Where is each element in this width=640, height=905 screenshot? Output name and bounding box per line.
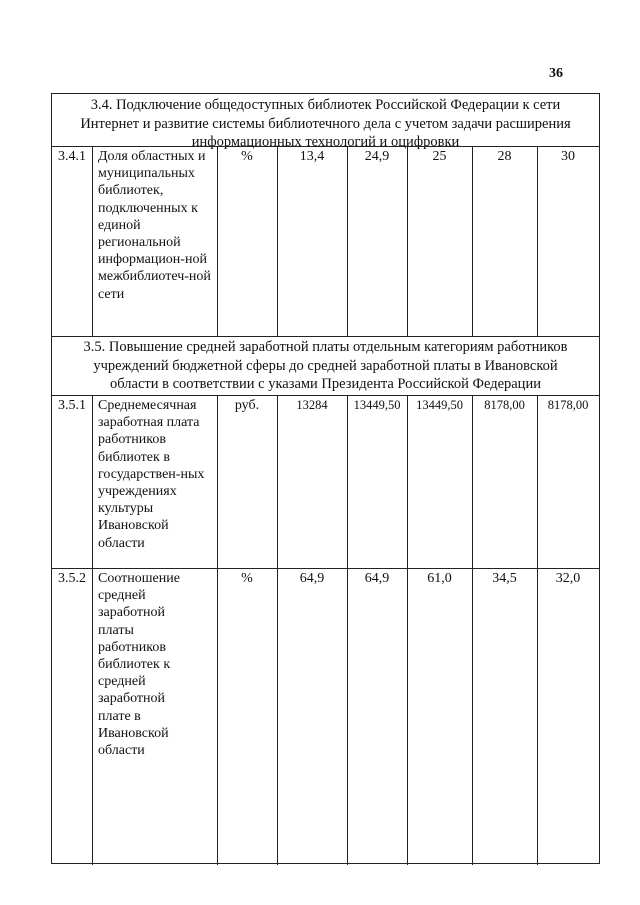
- row-value-3-5-2-4: 34,5: [492, 571, 517, 586]
- row-unit-3-5-1: руб.: [234, 398, 260, 413]
- section-header-3-4: 3.4. Подключение общедоступных библиотек Российской Федерации к сети Интернет и развитие системы библиотечного дела с учетом задачи расширения информационных технологий и оцифровки: [80, 97, 571, 150]
- row-value-3-5-2-1: 64,9: [299, 571, 325, 586]
- row-id-3-5-2: 3.5.2: [58, 571, 86, 586]
- row-value-3-5-2-5: 32,0: [555, 571, 581, 586]
- row-value-3-5-1-3: 13449,50: [416, 398, 463, 412]
- row-value-3-4-1-2: 24,9: [364, 149, 390, 164]
- row-value-3-4-1-4: 28: [497, 149, 512, 164]
- row-value-3-5-2-3: 61,0: [427, 571, 452, 586]
- row-name-3-5-2: Соотношение средней заработной платы работников библиотек к средней заработной плате в Ивановской области: [98, 571, 180, 759]
- row-value-3-4-1-5: 30: [561, 149, 575, 164]
- row-name-3-5-1: Среднемесячная заработная плата работников библиотек в государствен-ных учреждениях культуры Ивановской области: [98, 398, 205, 551]
- row-id-3-5-1: 3.5.1: [58, 398, 86, 413]
- page-number: 36: [549, 66, 563, 81]
- row-unit-3-5-2: %: [241, 571, 253, 586]
- row-value-3-5-2-2: 64,9: [364, 571, 390, 586]
- row-value-3-4-1-1: 13,4: [299, 149, 325, 164]
- row-value-3-5-1-2: 13449,50: [353, 398, 401, 412]
- row-name-3-4-1: Доля областных и муниципальных библиотек, подключенных к единой региональной информацион-ной межбиблиотеч-ной сети: [98, 149, 211, 302]
- row-id-3-4-1: 3.4.1: [58, 149, 86, 164]
- row-value-3-5-1-1: 13284: [296, 398, 328, 412]
- indicators-table: [51, 93, 600, 864]
- section-header-3-5: 3.5. Повышение средней заработной платы отдельным категориям работников учреждений бюджетной сферы до средней заработной платы в Ивановской области в соответствии с указами Президента Российской Федерации: [83, 339, 568, 392]
- row-value-3-4-1-3: 25: [432, 149, 447, 164]
- row-unit-3-4-1: %: [241, 149, 253, 164]
- row-value-3-5-1-5: 8178,00: [547, 398, 589, 412]
- row-value-3-5-1-4: 8178,00: [484, 398, 525, 412]
